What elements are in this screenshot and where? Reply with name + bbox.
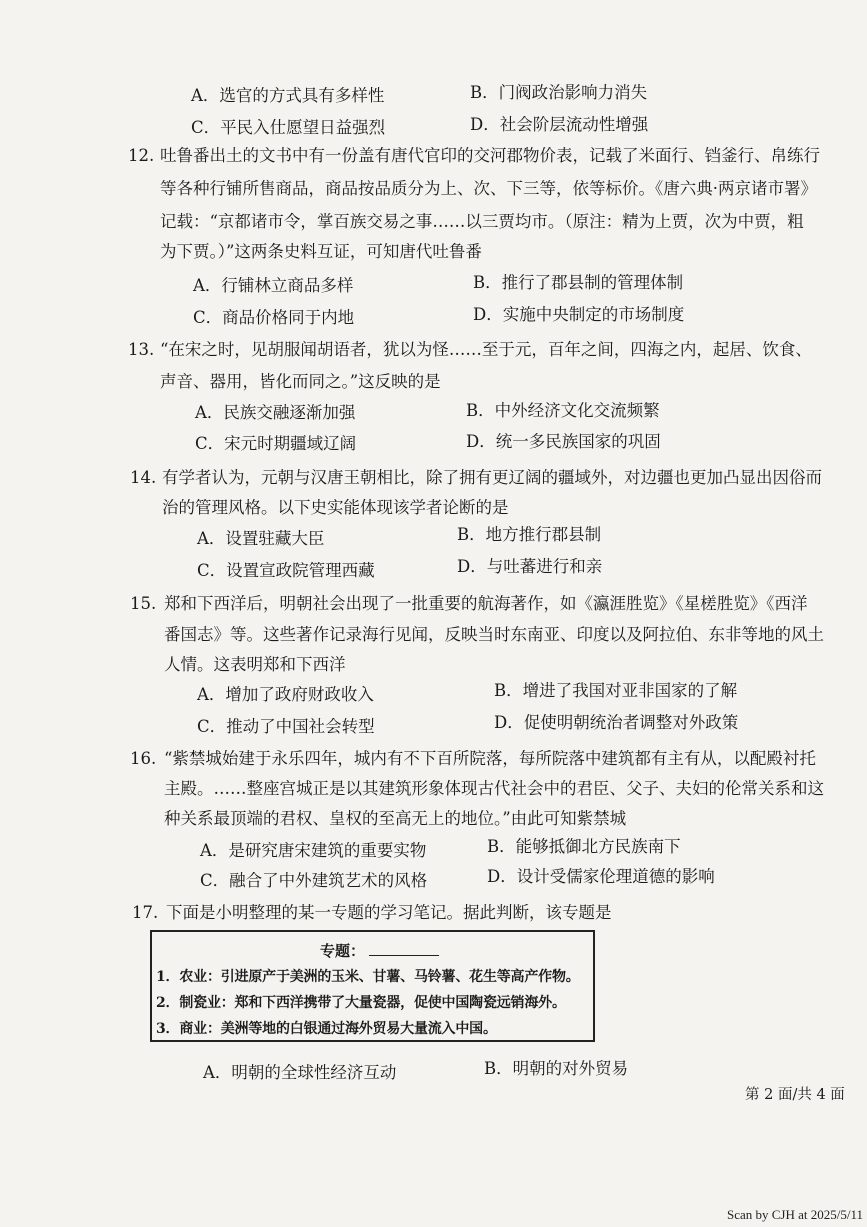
q16-line-1: “紫禁城始建于永乐四年，城内有不下百所院落，每所院落中建筑都有主有从，以配殿衬托 [164, 749, 816, 768]
q16-line-2: 主殿。……整座宫城正是以其建筑形象体现古代社会中的君臣、父子、夫妇的伦常关系和这 [164, 779, 824, 798]
q16-number: 16. [130, 749, 157, 768]
q12-option-d: D．实施中央制定的市场制度 [473, 305, 685, 324]
q14-option-c: C．设置宣政院管理西藏 [197, 561, 375, 580]
q11-option-c: C．平民入仕愿望日益强烈 [191, 118, 386, 137]
scan-note: Scan by CJH at 2025/5/11 [726, 1207, 863, 1222]
q16-option-b: B．能够抵御北方民族南下 [487, 837, 681, 856]
q12-line-2: 等各种行铺所售商品，商品按品质分为上、次、下三等，依等标价。《唐六典·两京诸市署》 [160, 179, 817, 198]
q13-option-c: C．宋元时期疆域辽阔 [195, 434, 357, 453]
q11-option-d: D．社会阶层流动性增强 [470, 115, 649, 134]
q12-option-b: B．推行了郡县制的管理体制 [473, 273, 684, 292]
q13-number: 13. [128, 340, 155, 359]
q13-option-d: D．统一多民族国家的巩固 [466, 432, 661, 451]
topic-title [320, 940, 439, 961]
q12-line-1: 吐鲁番出土的文书中有一份盖有唐代官印的交河郡物价表，记载了米面行、铛釜行、帛练行 [160, 146, 820, 165]
topic-label: 专题： [320, 942, 366, 960]
q15-line-2: 番国志》等。这些著作记录海行见闻，反映当时东南亚、印度以及阿拉伯、东非等地的风土 [164, 625, 824, 644]
q12-option-a: A．行铺林立商品多样 [193, 276, 354, 295]
q16-option-d: D．设计受儒家伦理道德的影响 [487, 867, 715, 886]
note-line-2: 2．制瓷业：郑和下西洋携带了大量瓷器，促使中国陶瓷远销海外。 [156, 995, 566, 1011]
q17-option-a: A．明朝的全球性经济互动 [203, 1063, 397, 1082]
q15-option-b: B．增进了我国对亚非国家的了解 [494, 681, 738, 700]
q11-option-b: B．门阀政治影响力消失 [470, 83, 648, 102]
q14-line-1: 有学者认为，元朝与汉唐王朝相比，除了拥有更辽阔的疆域外，对边疆也更加凸显出因俗而 [162, 468, 822, 487]
q12-number: 12. [128, 146, 155, 165]
q17-option-b: B．明朝的对外贸易 [484, 1059, 629, 1078]
note-line-3: 3．商业：美洲等地的白银通过海外贸易大量流入中国。 [156, 1021, 497, 1037]
q17-stem: 下面是小明整理的某一专题的学习笔记。据此判断，该专题是 [166, 903, 612, 922]
page-footer: 第 2 面/共 4 面 [745, 1087, 845, 1103]
q17-number: 17. [132, 903, 159, 922]
q14-line-2: 治的管理风格。以下史实能体现该学者论断的是 [162, 498, 509, 517]
note-line-1: 1．农业：引进原产于美洲的玉米、甘薯、马铃薯、花生等高产作物。 [156, 969, 580, 985]
q15-number: 15. [130, 594, 157, 613]
q13-option-a: A．民族交融逐渐加强 [195, 403, 356, 422]
q12-line-4: 为下贾。）”这两条史料互证，可知唐代吐鲁番 [160, 242, 482, 261]
q14-option-a: A．设置驻藏大臣 [197, 529, 325, 548]
q15-option-a: A．增加了政府财政收入 [197, 685, 374, 704]
q16-option-c: C．融合了中外建筑艺术的风格 [200, 871, 428, 890]
q15-line-1: 郑和下西洋后，明朝社会出现了一批重要的航海著作，如《瀛涯胜览》《星槎胜览》《西洋 [164, 594, 808, 613]
q16-option-a: A．是研究唐宋建筑的重要实物 [200, 841, 427, 860]
q13-option-b: B．中外经济文化交流频繁 [466, 401, 660, 420]
q14-option-b: B．地方推行郡县制 [457, 525, 602, 544]
q15-option-d: D．促使明朝统治者调整对外政策 [494, 713, 739, 732]
q12-line-3: 记载：“京都诸市令，掌百族交易之事……以三贾均市。（原注：精为上贾，次为中贾，粗 [160, 212, 804, 231]
q11-option-a: A．选官的方式具有多样性 [191, 86, 385, 105]
study-notes-box [150, 930, 595, 1042]
q14-option-d: D．与吐蕃进行和亲 [457, 557, 603, 576]
q15-line-3: 人情。这表明郑和下西洋 [164, 655, 346, 674]
q14-number: 14. [130, 468, 157, 487]
topic-blank [369, 941, 439, 956]
q13-line-2: 声音、器用，皆化而同之。”这反映的是 [160, 372, 441, 391]
q16-line-3: 种关系最顶端的君权、皇权的至高无上的地位。”由此可知紫禁城 [164, 809, 627, 828]
q12-option-c: C．商品价格同于内地 [193, 308, 355, 327]
q15-option-c: C．推动了中国社会转型 [197, 717, 375, 736]
q13-line-1: “在宋之时，见胡服闻胡语者，犹以为怪……至于元，百年之间，四海之内，起居、饮食、 [160, 340, 812, 359]
